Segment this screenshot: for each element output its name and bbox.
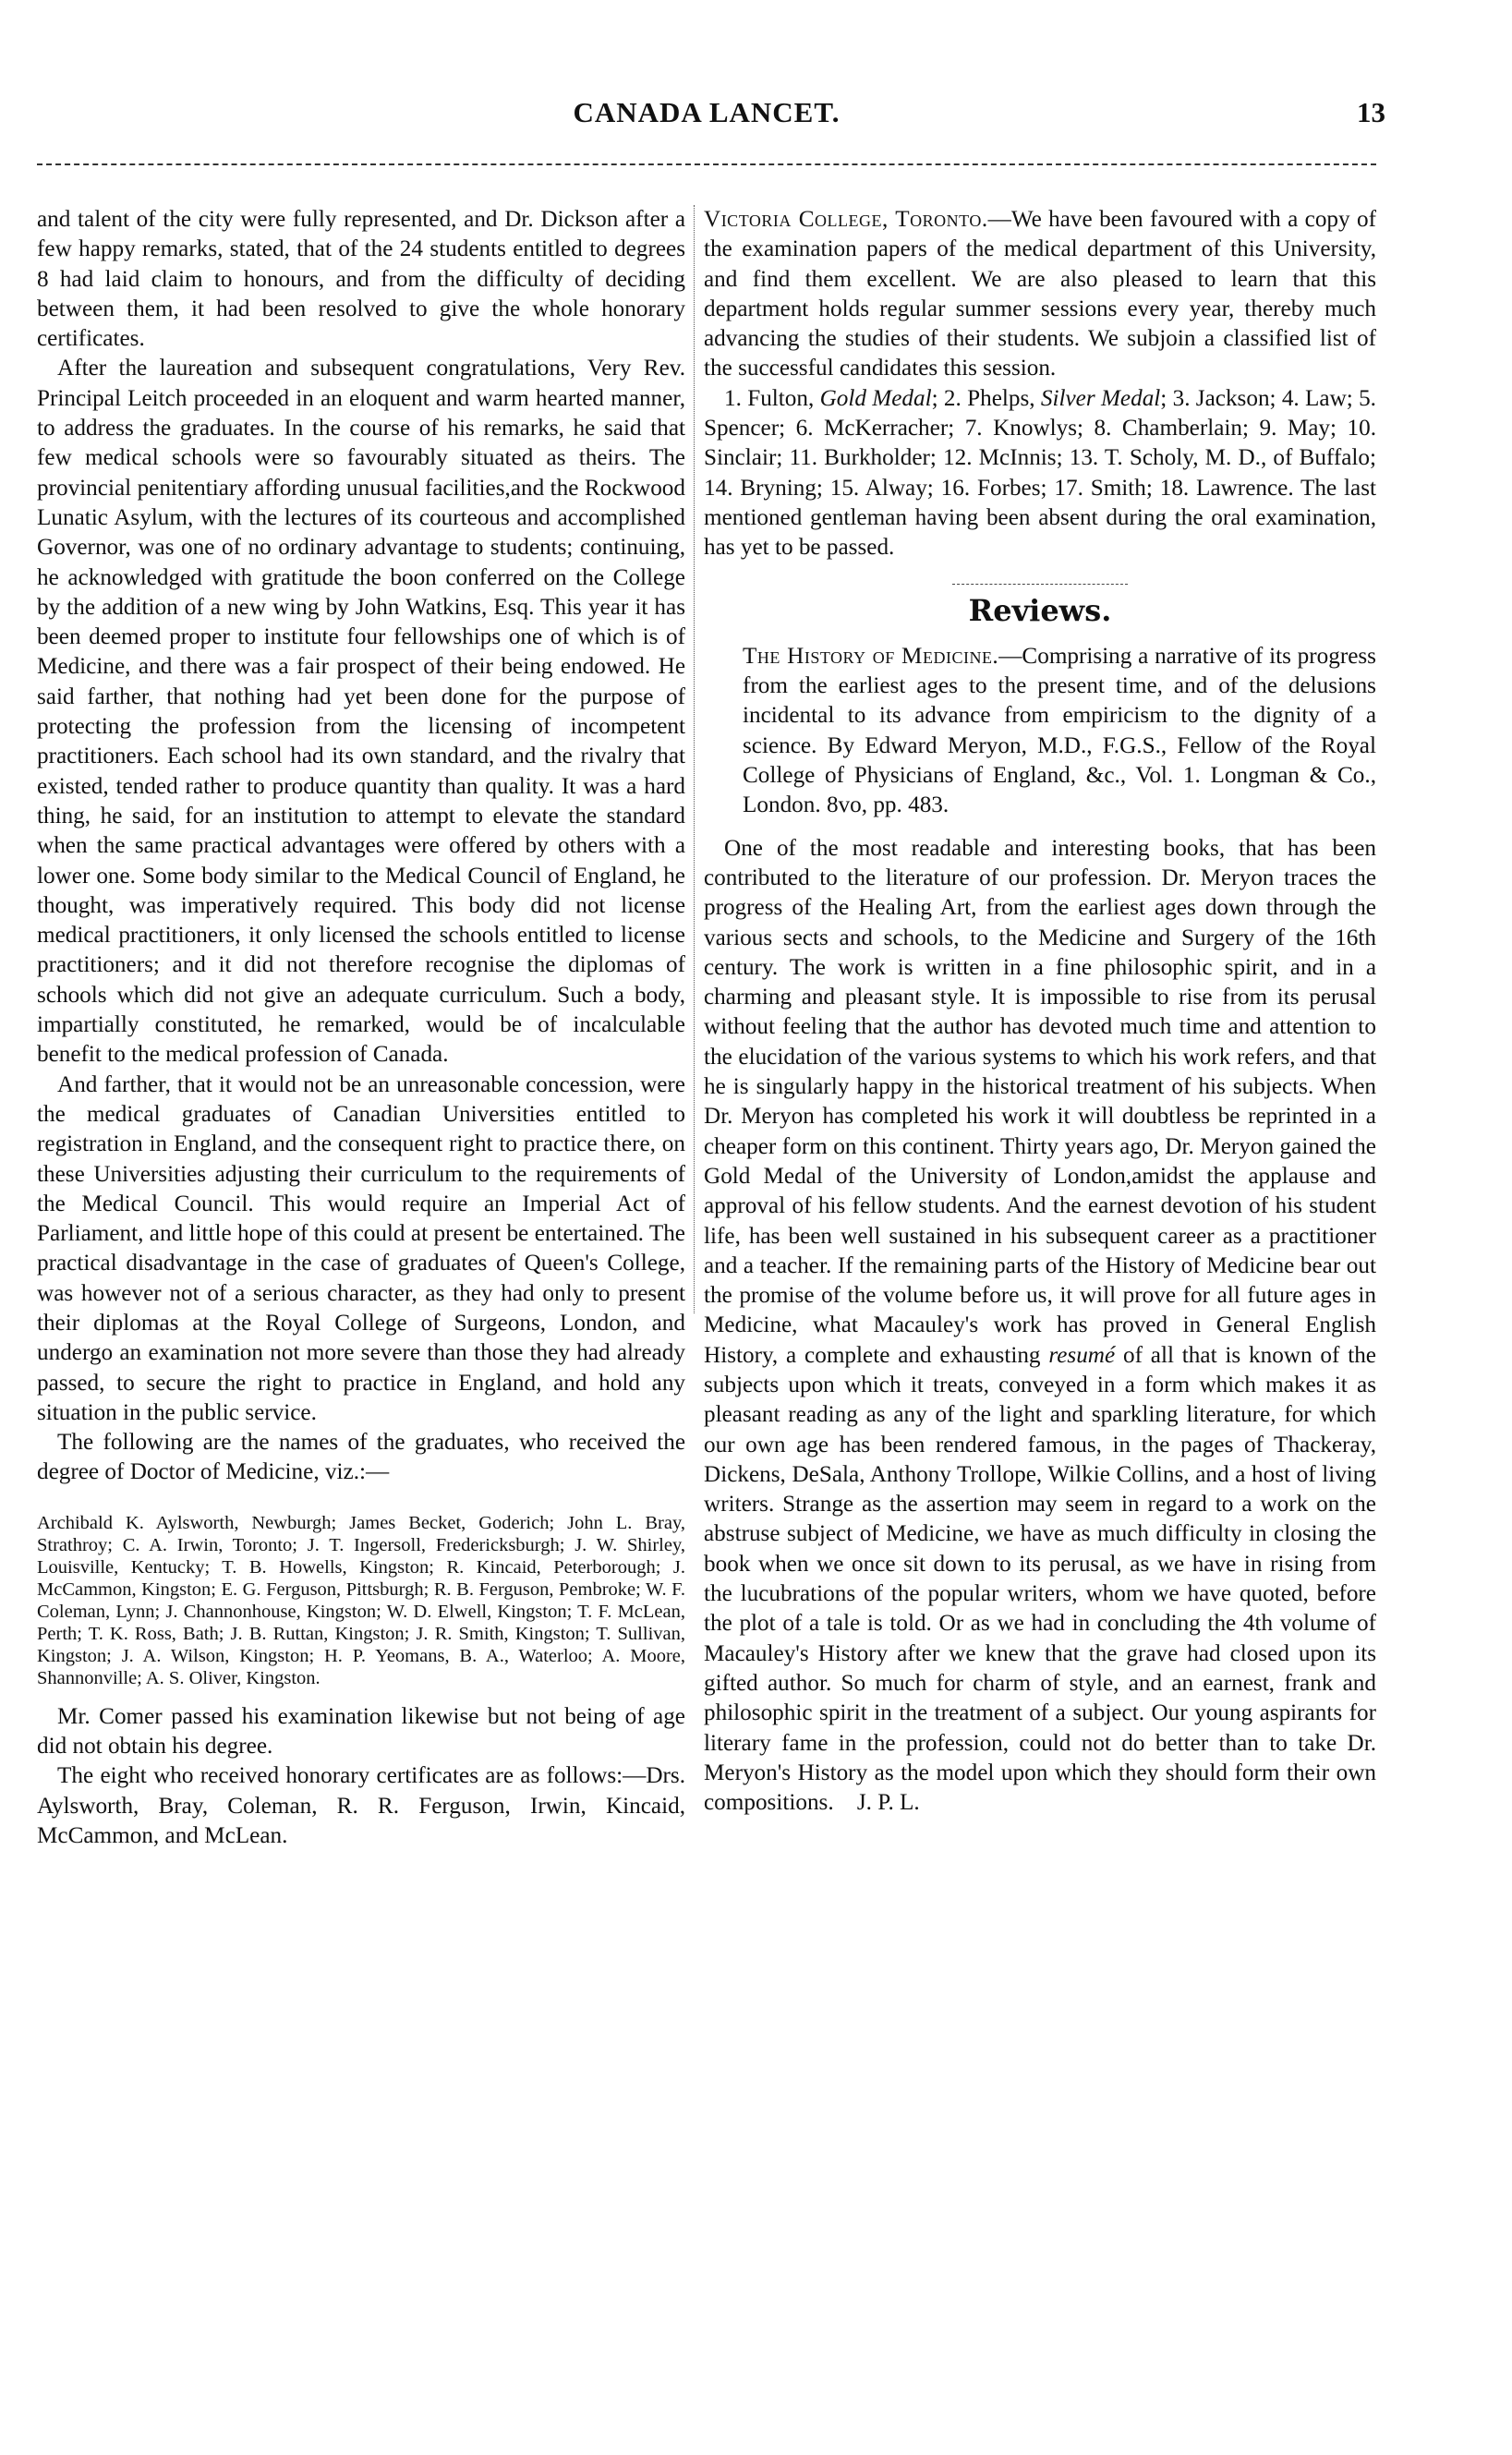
- victoria-text: —We have been favoured with a copy of the examination papers of the medical department of this University, and find them excellent. We are also pleased to learn that this department holds regular summer sessions every year, thereby much advancing the studies of their students. We subjoin a classified list of the successful candidates this session.: [704, 207, 1376, 381]
- paragraph-comer: Mr. Comer passed his examination likewise but not being of age did not obtain his degree.: [37, 1703, 685, 1760]
- book-citation: [743, 642, 1376, 821]
- graduates-list: Archibald K. Aylsworth, Newburgh; James Becket, Goderich; John L. Bray, Strathroy; C. A. Irwin, Toronto; J. T. Ingersoll, Fredericksburgh; J. W. Shirley, Louisville, Kentucky; T. B. Howells, Kingston; R. Kincaid, Peterborough; J. McCammon, Kingston; E. G. Ferguson, Pittsburgh; R. B. Ferguson, Pembroke; W. F. Coleman, Lynn; J. Channonhouse, Kingston; W. D. Elwell, Kingston; T. F. McLean, Perth; T. K. Ross, Bath; J. B. Ruttan, Kingston; J. R. Smith, Kingston; T. Sullivan, Kingston; J. A. Wilson, Kingston; H. P. Yeomans, B. A., Waterloo; A. Moore, Shannonville; A. S. Oliver, Kingston.: [37, 1512, 685, 1688]
- page-number: 13: [1357, 96, 1385, 128]
- review-body: [704, 834, 1376, 1819]
- resume-word: resumé: [1048, 1342, 1116, 1368]
- left-column: [37, 205, 685, 1851]
- silver-medal: Silver Medal: [1040, 385, 1161, 411]
- review-a: One of the most readable and interesting books, that has been contributed to the literature of our profession. Dr. Meryon traces the progress of the Healing Art, from the earliest ages down through the various sects and schools, to the Medicine and Surgery of the 16th century. The work is written in a fine philosophic spirit, and in a charming and pleasant style. It is impossible to rise from its perusal without feeling that the author has devoted much time and attention to the elucidation of the various systems to which his work refers, and that he is singularly happy in the historical treatment of his subjects. When Dr. Meryon has completed his work it will doubtless be reprinted in a cheaper form on this continent. Thirty years ago, Dr. Meryon gained the Gold Medal of the University of London,amidst the applause and approval of his fellow students. And the earnest devotion of his student life, has been well sustained in his subsequent career as a practitioner and a teacher. If the remaining parts of the History of Medicine bear out the promise of the volume before us, it will prove for all future ages in Medicine, what Macauley's work has proved in General English History, a complete and exhausting: [704, 835, 1376, 1368]
- journal-title: CANADA LANCET.: [573, 96, 841, 128]
- spacer: [704, 821, 1376, 834]
- candidate-list-a: 1. Fulton,: [724, 385, 820, 411]
- book-lead: The History of Medicine.: [743, 643, 999, 669]
- column-divider: [694, 205, 695, 1313]
- paragraph-opening: and talent of the city were fully represented, and Dr. Dickson after a few happy remarks, stated, that of the 24 students entitled to degrees 8 had laid claim to honours, and from the difficulty of deciding between them, it had been resolved to give the whole honorary certificates.: [37, 207, 685, 352]
- right-column: [704, 205, 1376, 1818]
- reviews-heading: Reviews.: [968, 592, 1112, 628]
- book-text: —Comprising a narrative of its progress from the earliest ages to the present time, and of the delusions incidental to its advance from empiricism to the dignity of a science. By Edward Meryon, M.D., F.G.S., Fellow of the Royal College of Physicians of England, &c., Vol. 1. Longman & Co., London. 8vo, pp. 483.: [743, 643, 1376, 818]
- paragraph-honorary: The eight who received honorary certificates are as follows:—Drs. Aylsworth, Bray, Coleman, R. R. Ferguson, Irwin, Kincaid, McCammon, and McLean.: [37, 1763, 685, 1848]
- section-rule: [952, 584, 1128, 585]
- spacer: [37, 1689, 685, 1702]
- candidate-list: [704, 384, 1376, 563]
- running-header: [37, 92, 1385, 139]
- paragraph-victoria: [704, 205, 1376, 384]
- review-b: of all that is known of the subjects upon which it treats, conveyed in a form which makes it as pleasant reading as any of the light and sparkling literature, for which our own age has been rendered famous, in the pages of Thackeray, Dickens, DeSala, Anthony Trollope, Wilkie Collins, and a host of living writers. Strange as the assertion may seem in regard to a work on the abstruse subject of Medicine, we have as much difficulty in closing the book when we once sit down to its perusal, as we have in rising from the lucubrations of the popular writers, whom we have quoted, before the plot of a tale is told. Or as we had in concluding the 4th volume of Macauley's History after we knew that the grave had closed upon its gifted author. So much for charm of style, and an earnest, frank and philosophic spirit in the treatment of a subject. Our young aspirants for literary fame in the profession, could not do better than to take Dr. Meryon's History as the model upon which they should form their own compositions.: [704, 1342, 1376, 1816]
- gold-medal: Gold Medal: [819, 385, 932, 411]
- candidate-list-c: ; 3. Jackson; 4. Law; 5. Spencer; 6. McKerracher; 7. Knowlys; 8. Chamberlain; 9. May; 10. Sinclair; 11. Burkholder; 12. McInnis; 13. T. Scholy, M. D., of Buffalo; 14. Bryning; 15. Alway; 16. Forbes; 17. Smith; 18. Lawrence. The last mentioned gentleman having been absent during the oral examination, has yet to be passed.: [704, 385, 1376, 561]
- paragraph-graduates-intro: The following are the names of the graduates, who received the degree of Doctor of Medicine, viz.:—: [37, 1430, 685, 1485]
- paragraph-leitch-address: After the laureation and subsequent congratulations, Very Rev. Principal Leitch proceeded in an eloquent and warm hearted manner, to address the graduates. In the course of his remarks, he said that few medical schools were so favourably situated as theirs. The provincial penitentiary affording unusual facilities,and the Rockwood Lunatic Asylum, with the lectures of its courteous and accomplished Governor, was one of no ordinary advantage to students; continuing, he acknowledged with gratitude the boon conferred on the College by the addition of a new wing by John Watkins, Esq. This year it has been deemed proper to institute four fellowships one of which is of Medicine, and there was a fair prospect of their being endowed. He said farther, that nothing had yet been done for the purpose of protecting the profession from the licensing of incompetent practitioners. Each school had its own standard, and the rivalry that existed, tended rather to produce quantity than quality. It was a hard thing, he said, for an institution to attempt to elevate the standard when the same practical advantages were offered by others with a lower one. Some body similar to the Medical Council of England, he thought, was imperatively required. This body did not license medical practitioners, it only licensed the schools entitled to license practitioners; and it did not therefore recognise the diplomas of schools which did not give an adequate curriculum. Such a body, impartially constituted, he remarked, would be of incalculable benefit to the medical profession of Canada.: [37, 356, 685, 1068]
- header-rule: [37, 163, 1376, 165]
- candidate-list-b: ; 2. Phelps,: [931, 385, 1041, 411]
- victoria-lead: Victoria College, Toronto.: [704, 207, 988, 232]
- review-signature: J. P. L.: [856, 1790, 920, 1816]
- paragraph-registration: And farther, that it would not be an unreasonable concession, were the medical graduates of Canadian Universities entitled to registration in England, and the consequent right to practice there, on these Universities adjusting their curriculum to the requirements of the Medical Council. This would require an Imperial Act of Parliament, and little hope of this could at present be entertained. The practical disadvantage in the case of graduates of Queen's College, was however not of a serious character, as they had only to present their diplomas at the Royal College of Surgeons, London, and undergo an examination not more severe than those they had already passed, to secure the right to practice in England, and hold any situation in the public service.: [37, 1071, 685, 1425]
